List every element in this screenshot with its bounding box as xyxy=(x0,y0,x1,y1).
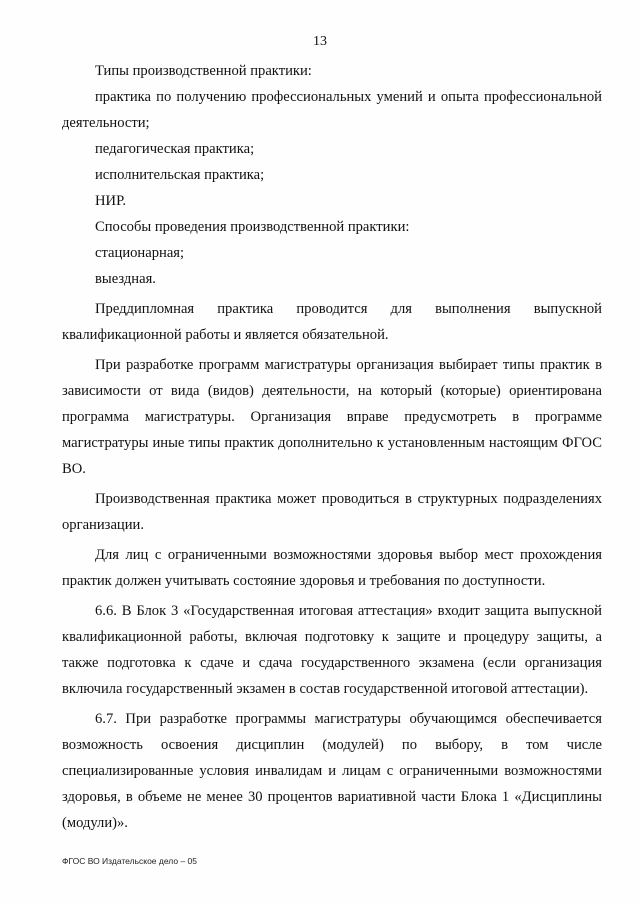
paragraph-section-6-6: 6.6. В Блок 3 «Государственная итоговая аттестация» входит защита выпускной квалификационной работы, включая подготовку к защите и процедуру защиты, а также подготовка к сдаче и сдача государственного экзамена (если организация включила государственный экзамен в состав государственной итоговой аттестации). xyxy=(62,603,602,697)
paragraph-pre-diploma-practice: Преддипломная практика проводится для выполнения выпускной квалификационной работы и является обязательной. xyxy=(62,301,602,343)
paragraph-practice-type-performing: исполнительская практика; xyxy=(95,167,265,183)
paragraph-practice-type-pedagogical: педагогическая практика; xyxy=(95,141,255,157)
paragraph-method-field: выездная. xyxy=(95,271,156,287)
paragraph-practice-type-research: НИР. xyxy=(95,193,127,209)
paragraph-practice-type-skills: практика по получению профессиональных умений и опыта профессиональной деятельности; xyxy=(62,89,602,131)
footer-publisher-note: ФГОС ВО Издательское дело – 05 xyxy=(62,856,197,866)
paragraph-disabilities: Для лиц с ограниченными возможностями здоровья выбор мест прохождения практик должен учитывать состояние здоровья и требования по доступности. xyxy=(62,547,602,589)
paragraph-program-development: При разработке программ магистратуры организация выбирает типы практик в зависимости от вида (видов) деятельности, на который (которые) ориентирована программа магистратуры. Организация вправе предусмотреть в программе магистратуры иные типы практик дополнительно к установленным настоящим ФГОС ВО. xyxy=(62,357,602,477)
paragraph-method-stationary: стационарная; xyxy=(95,245,185,261)
document-body xyxy=(62,58,602,836)
paragraph-section-6-7: 6.7. При разработке программы магистратуры обучающимся обеспечивается возможность освоения дисциплин (модулей) по выбору, в том числе специализированные условия инвалидам и лицам с ограниченными возможностями здоровья, в объеме не менее 30 процентов вариативной части Блока 1 «Дисциплины (модули)». xyxy=(62,711,602,831)
paragraph-structural-units: Производственная практика может проводиться в структурных подразделениях организации. xyxy=(62,491,602,533)
paragraph-practice-types-heading: Типы производственной практики: xyxy=(95,63,312,79)
page-number: 13 xyxy=(313,34,327,49)
paragraph-practice-methods-heading: Способы проведения производственной практики: xyxy=(95,219,410,235)
